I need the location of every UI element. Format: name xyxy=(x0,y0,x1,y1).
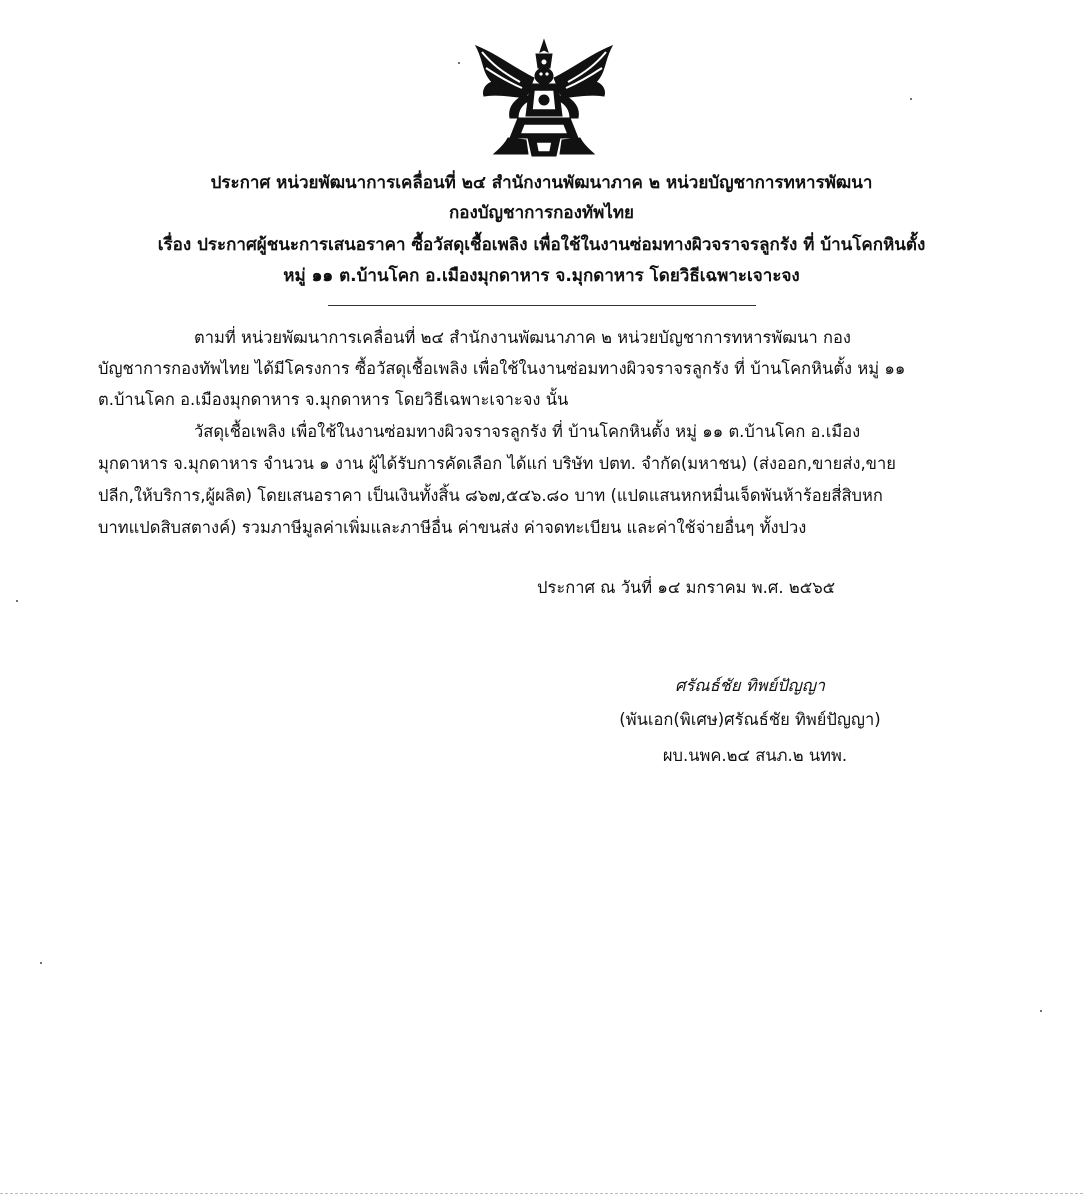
para1-line-3: ต.บ้านโคก อ.เมืองมุกดาหาร จ.มุกดาหาร โดยวิธีเฉพาะเจาะจง นั้น xyxy=(98,390,569,409)
page-bottom-edge xyxy=(0,1193,1083,1194)
para2-line-1: วัสดุเชื้อเพลิง เพื่อใช้ในงานซ่อมทางผิวจราจรลูกรัง ที่ บ้านโคกหินตั้ง หมู่ ๑๑ ต.บ้านโคก อ.เมือง xyxy=(194,422,861,441)
heading-line-4: หมู่ ๑๑ ต.บ้านโคก อ.เมืองมุกดาหาร จ.มุกดาหาร โดยวิธีเฉพาะเจาะจง xyxy=(283,266,800,286)
signature-handwritten: ศรัณธ์ชัย ทิพย์ปัญญา xyxy=(674,676,826,695)
heading-line-1: ประกาศ หน่วยพัฒนาการเคลื่อนที่ ๒๔ สำนักงานพัฒนาภาค ๒ หน่วยบัญชาการทหารพัฒนา xyxy=(210,173,873,193)
para2-line-2: มุกดาหาร จ.มุกดาหาร จำนวน ๑ งาน ผู้ได้รับการคัดเลือก ได้แก่ บริษัท ปตท. จำกัด(มหาชน) (ส่งออก,ขายส่ง,ขาย xyxy=(98,454,896,473)
garuda-emblem-icon xyxy=(468,38,620,158)
announce-date: ประกาศ ณ วันที่ ๑๔ มกราคม พ.ศ. ๒๕๖๕ xyxy=(537,578,836,597)
para1-line-1: ตามที่ หน่วยพัฒนาการเคลื่อนที่ ๒๔ สำนักงานพัฒนาภาค ๒ หน่วยบัญชาการทหารพัฒนา กอง xyxy=(194,328,851,347)
scan-speck xyxy=(16,600,18,602)
para2-line-3: ปลีก,ให้บริการ,ผู้ผลิต) โดยเสนอราคา เป็นเงินทั้งสิ้น ๘๖๗,๕๔๖.๘๐ บาท (แปดแสนหกหมื่นเจ็ดพันห้าร้อยสี่สิบหก xyxy=(98,486,883,505)
signatory-position: ผบ.นพค.๒๔ สนภ.๒ นทพ. xyxy=(662,746,848,765)
heading-line-2: กองบัญชาการกองทัพไทย xyxy=(448,203,635,223)
scan-speck xyxy=(910,98,912,100)
heading-subject: เรื่อง ประกาศผู้ชนะการเสนอราคา ซื้อวัสดุเชื้อเพลิง เพื่อใช้ในงานซ่อมทางผิวจราจรลูกรัง ที่ บ้านโคกหินตั้ง xyxy=(157,235,926,255)
para1-line-2: บัญชาการกองทัพไทย ได้มีโครงการ ซื้อวัสดุเชื้อเพลิง เพื่อใช้ในงานซ่อมทางผิวจราจรลูกรัง ที่ บ้านโคกหินตั้ง หมู่ ๑๑ xyxy=(98,359,906,378)
scan-speck xyxy=(1040,1010,1042,1012)
heading-divider xyxy=(328,305,756,306)
scan-speck xyxy=(458,62,460,64)
para2-line-4: บาทแปดสิบสตางค์) รวมภาษีมูลค่าเพิ่มและภาษีอื่น ค่าขนส่ง ค่าจดทะเบียน และค่าใช้จ่ายอื่นๆ ทั้งปวง xyxy=(98,518,807,537)
signatory-name: (พันเอก(พิเศษ)ศรัณธ์ชัย ทิพย์ปัญญา) xyxy=(619,710,881,729)
scan-speck xyxy=(40,962,42,964)
